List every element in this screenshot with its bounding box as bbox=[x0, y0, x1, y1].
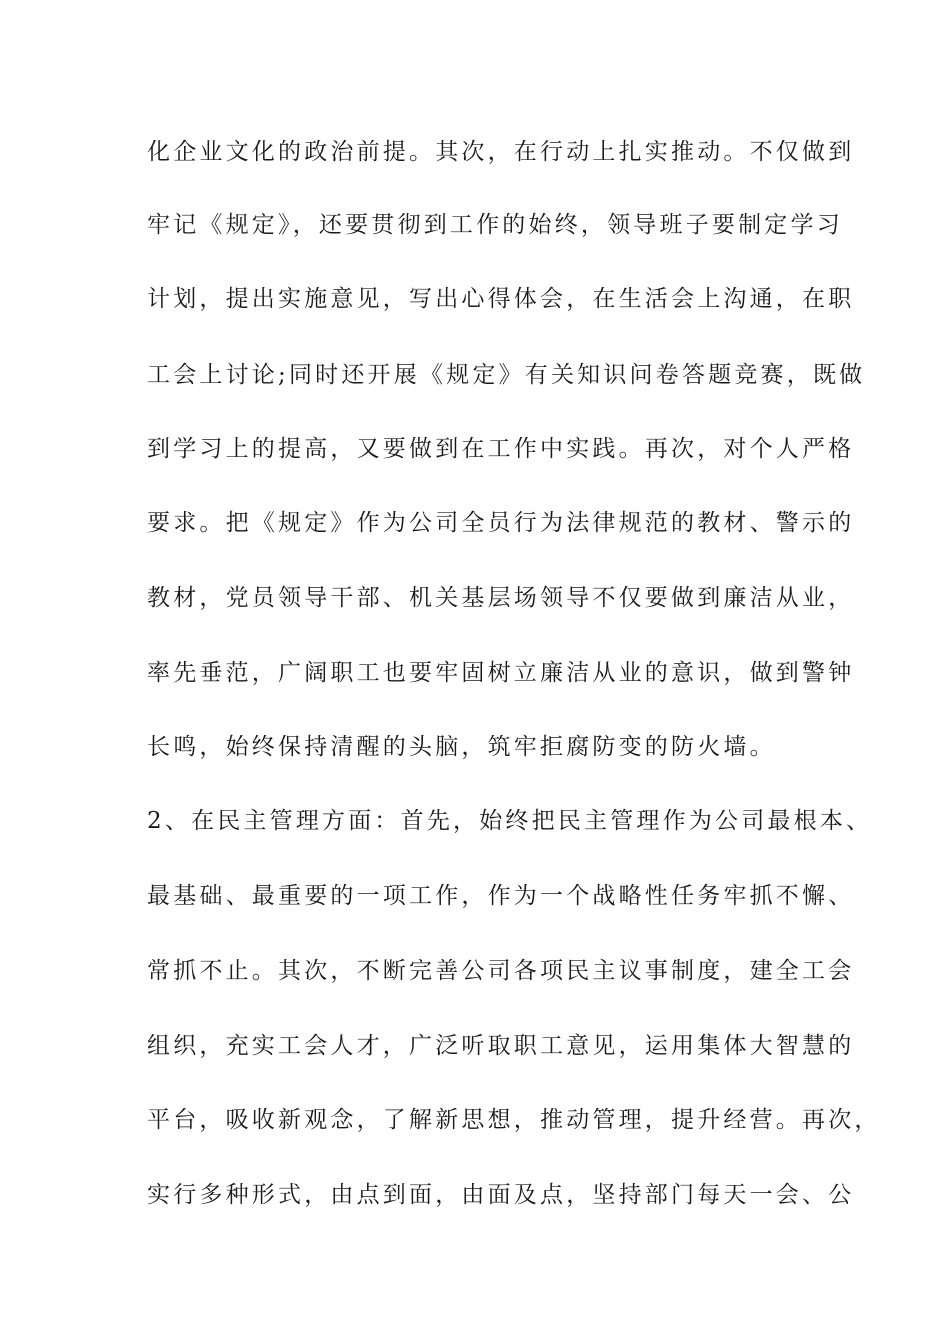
text-line: 化企业文化的政治前提。其次，在行动上扎实推动。不仅做到 bbox=[147, 139, 855, 165]
text-line: 到学习上的提高，又要做到在工作中实践。再次，对个人严格 bbox=[147, 436, 855, 462]
text-line: 平台，吸收新观念，了解新思想，推动管理，提升经营。再次， bbox=[147, 1107, 881, 1133]
text-line: 要求。把《规定》作为公司全员行为法律规范的教材、警示的 bbox=[147, 510, 855, 536]
text-line: 教材，党员领导干部、机关基层场领导不仅要做到廉洁从业， bbox=[147, 585, 855, 611]
text-line: 实行多种形式，由点到面，由面及点，坚持部门每天一会、公 bbox=[147, 1182, 855, 1208]
text-line: 率先垂范，广阔职工也要牢固树立廉洁从业的意识，做到警钟 bbox=[147, 660, 855, 686]
text-line: 2、在民主管理方面：首先，始终把民主管理作为公司最根本、 bbox=[147, 808, 873, 834]
text-line: 组织，充实工会人才，广泛听取职工意见，运用集体大智慧的 bbox=[147, 1033, 855, 1059]
text-line: 长鸣，始终保持清醒的头脑，筑牢拒腐防变的防火墙。 bbox=[147, 734, 776, 760]
text-line: 牢记《规定》，还要贯彻到工作的始终，领导班子要制定学习 bbox=[147, 212, 843, 238]
text-line: 计划，提出实施意见，写出心得体会，在生活会上沟通，在职 bbox=[147, 286, 855, 312]
text-line: 最基础、最重要的一项工作，作为一个战略性任务牢抓不懈、 bbox=[147, 883, 855, 909]
text-line: 工会上讨论;同时还开展《规定》有关知识问卷答题竞赛，既做 bbox=[147, 362, 866, 388]
text-line: 常抓不止。其次，不断完善公司各项民主议事制度，建全工会 bbox=[147, 958, 855, 984]
